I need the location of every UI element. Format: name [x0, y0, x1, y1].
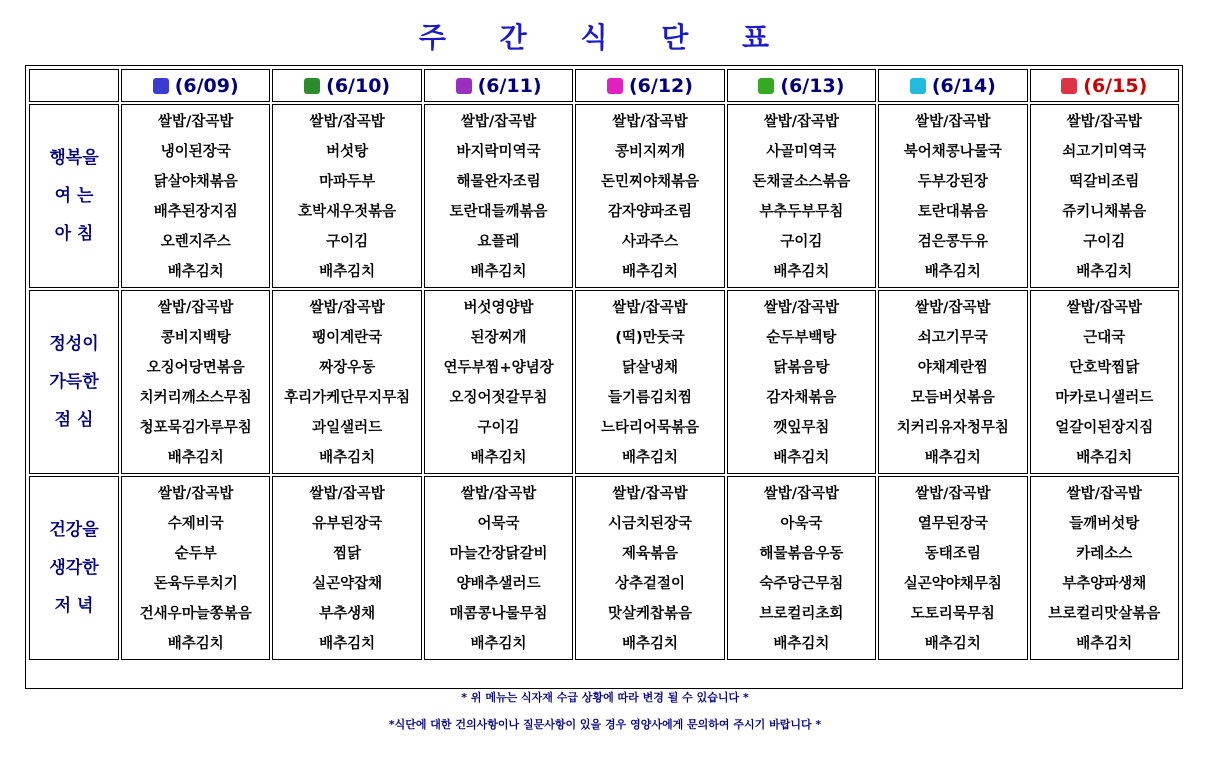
- menu-item: 검은콩두유: [917, 234, 988, 250]
- menu-item: 구이김: [477, 420, 520, 436]
- menu-item: 순두부백탕: [766, 330, 837, 346]
- menu-cell: [272, 290, 421, 474]
- day-date-label: (6/12): [628, 74, 693, 97]
- menu-item: 구이김: [1083, 234, 1126, 250]
- menu-item: 과일샐러드: [312, 420, 383, 436]
- menu-item: 치커리유자청무침: [896, 420, 1009, 436]
- menu-item: 쌀밥/잡곡밥: [1066, 486, 1142, 502]
- menu-item: 돈민찌야채볶음: [600, 174, 699, 190]
- meal-label: [29, 104, 119, 288]
- menu-item: 쌀밥/잡곡밥: [915, 486, 991, 502]
- menu-item: 콩비지찌개: [614, 144, 685, 160]
- menu-item: 마파두부: [319, 174, 376, 190]
- menu-item: 양배추샐러드: [456, 576, 541, 592]
- menu-item: 부추생채: [319, 606, 376, 622]
- menu-item: 열무된장국: [917, 516, 988, 532]
- menu-item: 후리가케단무지무침: [284, 390, 411, 406]
- menu-cell: [121, 104, 270, 288]
- menu-item: 브로컬리초회: [759, 606, 844, 622]
- menu-item: 쌀밥/잡곡밥: [309, 486, 385, 502]
- menu-item: 감자채볶음: [766, 390, 837, 406]
- menu-item: 찜닭: [333, 546, 362, 562]
- menu-item: 배추김치: [924, 636, 981, 652]
- menu-item: 오징어젓갈무침: [449, 390, 548, 406]
- menu-item: 배추김치: [1076, 450, 1133, 466]
- menu-cell: [1030, 104, 1179, 288]
- menu-item: 팽이계란국: [312, 330, 383, 346]
- menu-cell: [727, 290, 876, 474]
- menu-cell: [575, 476, 724, 660]
- menu-item: 배추김치: [773, 450, 830, 466]
- menu-item: 배추김치: [167, 264, 224, 280]
- meal-label-line: 아 침: [54, 224, 94, 244]
- menu-item: 유부된장국: [312, 516, 383, 532]
- menu-cell: [272, 476, 421, 660]
- menu-item: 사골미역국: [766, 144, 837, 160]
- meal-row: [29, 476, 1179, 660]
- day-header: [575, 69, 724, 102]
- menu-item: 야채계란찜: [917, 360, 988, 376]
- day-header: [272, 69, 421, 102]
- meal-label: [29, 476, 119, 660]
- meal-label: [29, 290, 119, 474]
- day-header: [121, 69, 270, 102]
- menu-cell: [272, 104, 421, 288]
- wed-icon: [456, 78, 472, 94]
- menu-item: 배추김치: [621, 450, 678, 466]
- menu-cell: [424, 290, 573, 474]
- menu-item: 근대국: [1083, 330, 1126, 346]
- menu-item: 배추김치: [621, 636, 678, 652]
- menu-item: 배추김치: [924, 264, 981, 280]
- menu-item: 쌀밥/잡곡밥: [763, 486, 840, 502]
- menu-item: 쌀밥/잡곡밥: [460, 114, 537, 130]
- day-date-label: (6/15): [1083, 74, 1148, 97]
- menu-item: 토란대들깨볶음: [449, 204, 548, 220]
- menu-item: 북어채콩나물국: [903, 144, 1002, 160]
- menu-item: 구이김: [326, 234, 369, 250]
- menu-item: 쌀밥/잡곡밥: [612, 300, 688, 316]
- menu-item: 모듬버섯볶음: [910, 390, 995, 406]
- menu-item: 두부강된장: [917, 174, 988, 190]
- menu-item: 쌀밥/잡곡밥: [309, 114, 385, 130]
- menu-item: 상추겉절이: [614, 576, 685, 592]
- sun-icon: [1061, 78, 1077, 94]
- note-line-2: *식단에 대한 건의사항이나 질문사항이 있을 경우 영양사에게 문의하여 주시기 바랍니다 *: [388, 718, 822, 731]
- menu-item: 쌀밥/잡곡밥: [158, 486, 234, 502]
- menu-item: 배추김치: [319, 450, 376, 466]
- menu-item: 실곤약잡채: [312, 576, 383, 592]
- menu-item: 쌀밥/잡곡밥: [763, 300, 840, 316]
- menu-item: 배추김치: [1076, 636, 1133, 652]
- meal-label-line: 행복을: [49, 148, 99, 168]
- menu-item: 배추김치: [773, 636, 830, 652]
- menu-table: [27, 67, 1181, 662]
- menu-item: 치커리깨소스무침: [139, 390, 252, 406]
- menu-item: 쌀밥/잡곡밥: [915, 300, 991, 316]
- menu-item: 배추김치: [167, 450, 224, 466]
- menu-item: 카레소스: [1076, 546, 1133, 562]
- menu-item: 쌀밥/잡곡밥: [158, 300, 234, 316]
- meal-row: [29, 290, 1179, 474]
- menu-item: 닭살야채볶음: [153, 174, 238, 190]
- meal-label-line: 건강을: [49, 520, 99, 540]
- menu-item: 마카로니샐러드: [1055, 390, 1154, 406]
- menu-item: 콩비지백탕: [160, 330, 231, 346]
- menu-item: 사과주스: [621, 234, 678, 250]
- meal-label-line: 가득한: [49, 372, 99, 392]
- meal-row: [29, 104, 1179, 288]
- menu-item: 아욱국: [780, 516, 823, 532]
- menu-item: 감자양파조림: [607, 204, 692, 220]
- menu-item: 도토리묵무침: [910, 606, 995, 622]
- menu-item: 쇠고기미역국: [1062, 144, 1147, 160]
- fri-icon: [758, 78, 774, 94]
- menu-item: 쇠고기무국: [917, 330, 988, 346]
- menu-cell: [424, 476, 573, 660]
- menu-item: 쌀밥/잡곡밥: [612, 114, 688, 130]
- menu-item: 된장찌개: [470, 330, 527, 346]
- menu-item: 배추김치: [773, 264, 830, 280]
- menu-cell: [727, 476, 876, 660]
- menu-item: 호박새우젓볶음: [298, 204, 397, 220]
- menu-cell: [121, 476, 270, 660]
- menu-item: 돈육두루치기: [153, 576, 238, 592]
- menu-item: 요플레: [477, 234, 520, 250]
- meal-label-line: 생각한: [49, 558, 99, 578]
- menu-item: 쌀밥/잡곡밥: [460, 486, 537, 502]
- menu-item: 들깨버섯탕: [1069, 516, 1140, 532]
- menu-item: 어묵국: [477, 516, 520, 532]
- tue-icon: [304, 78, 320, 94]
- menu-item: 냉이된장국: [160, 144, 231, 160]
- menu-cell: [575, 104, 724, 288]
- menu-item: 순두부: [174, 546, 217, 562]
- menu-item: 배추된장지짐: [153, 204, 238, 220]
- menu-item: 쥬키니채볶음: [1062, 204, 1147, 220]
- page-title: 주 간 식 단 표: [418, 21, 792, 54]
- menu-cell: [727, 104, 876, 288]
- menu-item: 쌀밥/잡곡밥: [309, 300, 385, 316]
- menu-item: 토란대볶음: [917, 204, 988, 220]
- menu-item: 부추두부무침: [759, 204, 844, 220]
- menu-item: 버섯영양밥: [463, 300, 534, 316]
- menu-item: 바지락미역국: [456, 144, 541, 160]
- menu-item: 돈채굴소스볶음: [752, 174, 851, 190]
- menu-item: 배추김치: [1076, 264, 1133, 280]
- menu-item: 들기름김치찜: [607, 390, 692, 406]
- menu-item: 숙주당근무침: [759, 576, 844, 592]
- note-line-1: * 위 메뉴는 식자재 수급 상황에 따라 변경 될 수 있습니다 *: [461, 691, 749, 704]
- day-header: [424, 69, 573, 102]
- menu-item: 구이김: [780, 234, 823, 250]
- meal-label-line: 여 는: [54, 186, 94, 206]
- menu-item: (떡)만둣국: [615, 330, 685, 346]
- menu-item: 얼갈이된장지짐: [1055, 420, 1154, 436]
- menu-item: 쌀밥/잡곡밥: [763, 114, 840, 130]
- menu-item: 쌀밥/잡곡밥: [612, 486, 688, 502]
- sat-icon: [910, 78, 926, 94]
- menu-item: 실곤약야채무침: [903, 576, 1002, 592]
- menu-cell: [575, 290, 724, 474]
- menu-item: 제육볶음: [621, 546, 678, 562]
- menu-item: 짜장우동: [319, 360, 376, 376]
- menu-item: 브로컬리맛살볶음: [1048, 606, 1161, 622]
- meal-label-line: 저 녁: [54, 596, 94, 616]
- header-row: [29, 69, 1179, 102]
- menu-item: 해물볶음우동: [759, 546, 844, 562]
- day-header: [1030, 69, 1179, 102]
- menu-item: 쌀밥/잡곡밥: [1066, 114, 1142, 130]
- menu-item: 배추김치: [470, 450, 527, 466]
- menu-item: 배추김치: [470, 264, 527, 280]
- menu-item: 떡갈비조림: [1069, 174, 1140, 190]
- menu-item: 배추김치: [924, 450, 981, 466]
- day-date-label: (6/09): [174, 74, 239, 97]
- menu-cell: [878, 104, 1027, 288]
- meal-label-line: 점 심: [54, 410, 94, 430]
- menu-cell: [878, 476, 1027, 660]
- mon-icon: [153, 78, 169, 94]
- thu-icon: [607, 78, 623, 94]
- menu-item: 닭볶음탕: [773, 360, 830, 376]
- menu-item: 배추김치: [470, 636, 527, 652]
- menu-cell: [878, 290, 1027, 474]
- menu-item: 쌀밥/잡곡밥: [1066, 300, 1142, 316]
- menu-item: 매콤콩나물무침: [449, 606, 548, 622]
- menu-cell: [424, 104, 573, 288]
- menu-item: 맛살케찹볶음: [607, 606, 692, 622]
- day-header: [727, 69, 876, 102]
- day-date-label: (6/13): [780, 74, 845, 97]
- menu-item: 해물완자조림: [456, 174, 541, 190]
- menu-item: 단호박찜닭: [1069, 360, 1140, 376]
- menu-item: 수제비국: [167, 516, 224, 532]
- corner-cell: [29, 69, 119, 102]
- menu-item: 오렌지주스: [160, 234, 231, 250]
- menu-item: 깻잎무침: [773, 420, 830, 436]
- menu-cell: [1030, 290, 1179, 474]
- menu-item: 오징어당면볶음: [146, 360, 245, 376]
- menu-item: 느타리어묵볶음: [600, 420, 699, 436]
- menu-item: 쌀밥/잡곡밥: [915, 114, 991, 130]
- menu-item: 닭살냉채: [621, 360, 678, 376]
- menu-item: 버섯탕: [326, 144, 369, 160]
- menu-item: 연두부찜+양념장: [443, 360, 554, 376]
- menu-item: 배추김치: [319, 636, 376, 652]
- menu-item: 시금치된장국: [607, 516, 692, 532]
- menu-item: 마늘간장닭갈비: [449, 546, 548, 562]
- menu-item: 건새우마늘쫑볶음: [139, 606, 252, 622]
- menu-item: 배추김치: [621, 264, 678, 280]
- menu-item: 배추김치: [167, 636, 224, 652]
- menu-item: 부추양파생채: [1062, 576, 1147, 592]
- day-date-label: (6/10): [326, 74, 391, 97]
- day-date-label: (6/11): [477, 74, 542, 97]
- meal-label-line: 정성이: [49, 334, 99, 354]
- day-date-label: (6/14): [931, 74, 996, 97]
- menu-cell: [121, 290, 270, 474]
- menu-item: 동태조림: [924, 546, 981, 562]
- day-header: [878, 69, 1027, 102]
- menu-item: 청포묵김가루무침: [139, 420, 252, 436]
- menu-item: 쌀밥/잡곡밥: [158, 114, 234, 130]
- menu-item: 배추김치: [319, 264, 376, 280]
- meal-body: [29, 104, 1179, 660]
- menu-cell: [1030, 476, 1179, 660]
